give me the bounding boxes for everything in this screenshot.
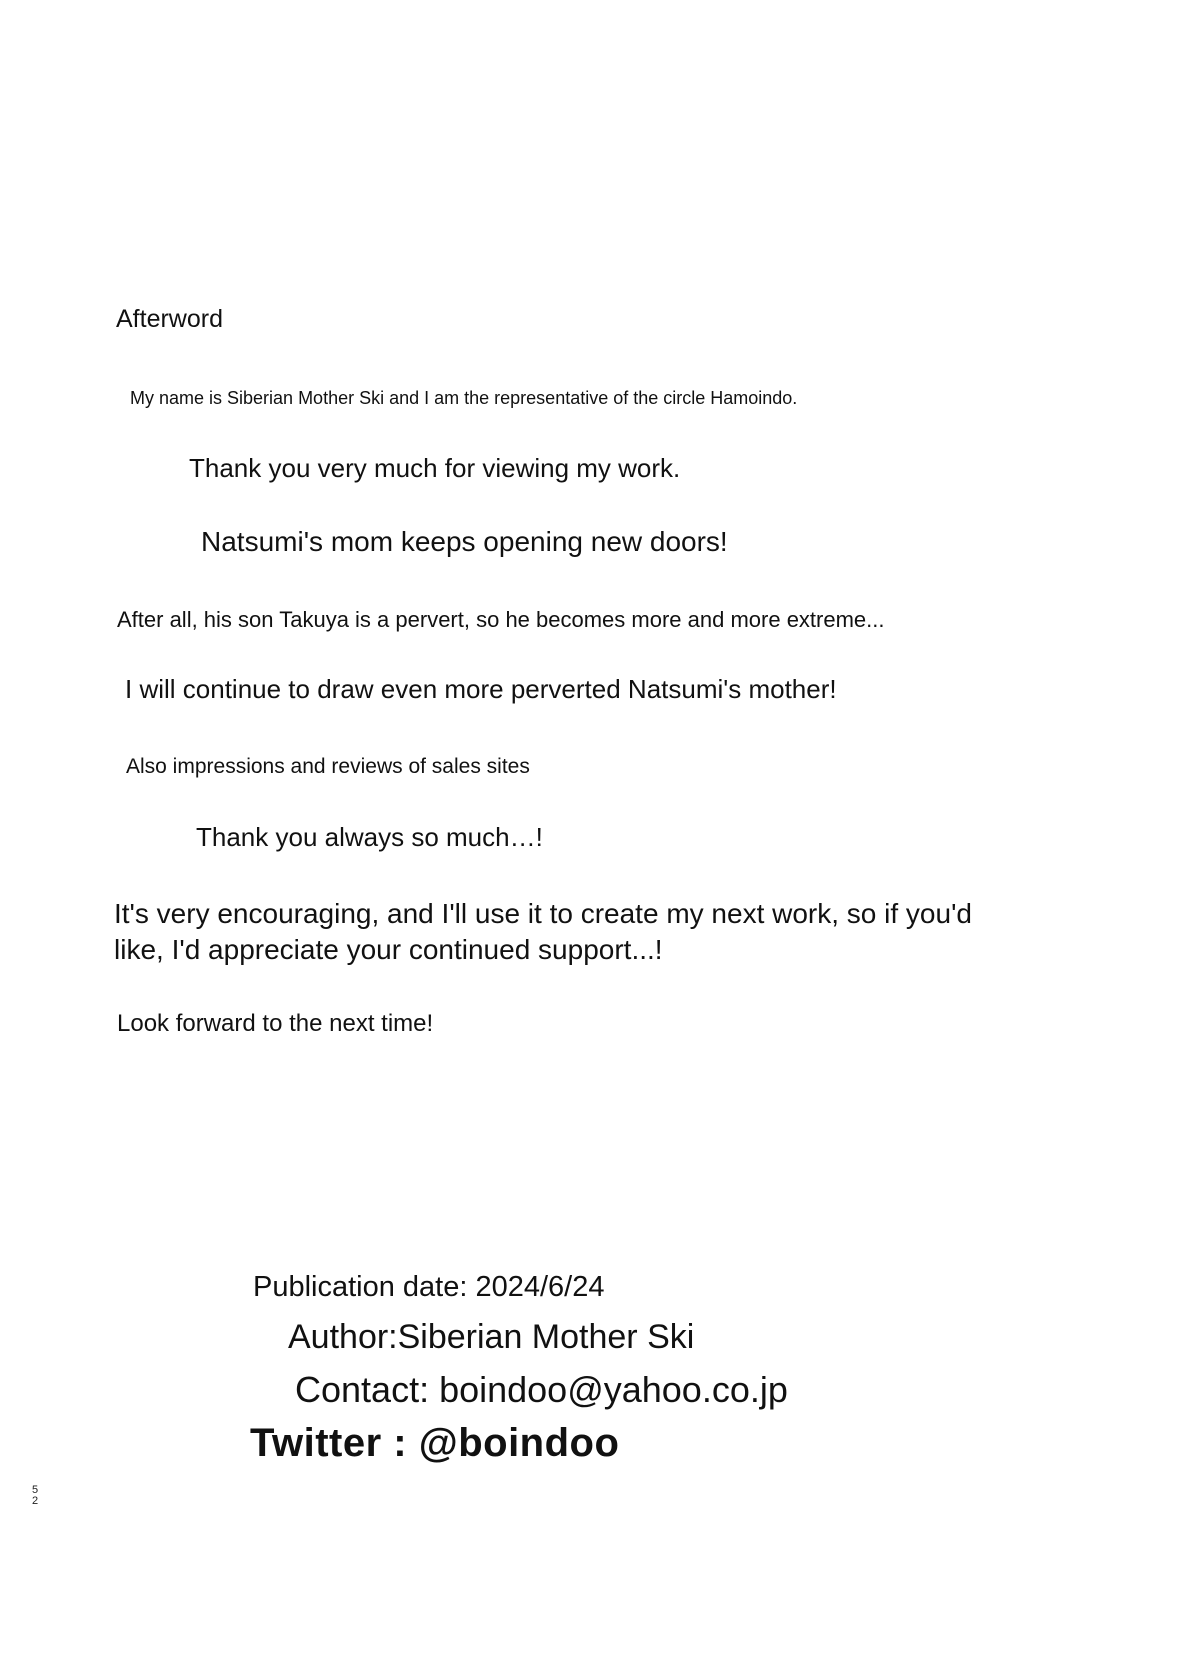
publication-date: Publication date: 2024/6/24 [253,1271,605,1303]
twitter-handle: Twitter : @boindoo [250,1421,620,1465]
afterword-heading: Afterword [116,305,223,333]
encouraging-paragraph: It's very encouraging, and I'll use it to create my next work, so if you'd like, I'd appreciate your continued support...! [114,898,972,965]
impressions-paragraph: Also impressions and reviews of sales sites [126,755,530,778]
after-all-paragraph: After all, his son Takuya is a pervert, so he becomes more and more extreme... [117,607,885,632]
contact-email: Contact: boindoo@yahoo.co.jp [295,1369,788,1410]
author-credit: Author:Siberian Mother Ski [288,1318,695,1356]
look-forward-paragraph: Look forward to the next time! [117,1010,434,1037]
new-doors-paragraph: Natsumi's mom keeps opening new doors! [201,526,728,557]
intro-paragraph: My name is Siberian Mother Ski and I am the representative of the circle Hamoindo. [130,388,798,408]
page-number: 52 [31,1484,39,1507]
continue-paragraph: I will continue to draw even more perverted Natsumi's mother! [125,674,837,704]
thanks-paragraph: Thank you very much for viewing my work. [189,453,681,483]
thank-you-always-paragraph: Thank you always so much…! [196,822,543,852]
